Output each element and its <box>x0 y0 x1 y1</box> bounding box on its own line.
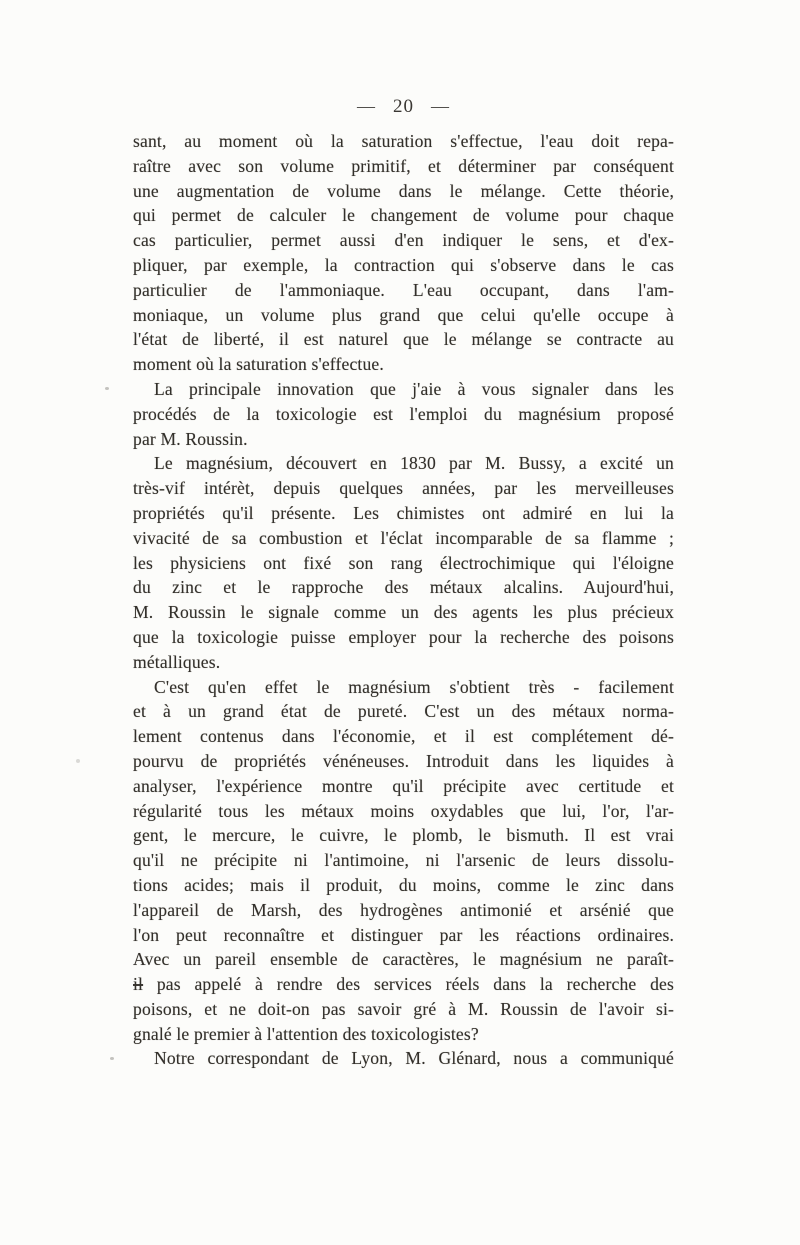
text-line: qu'il ne précipite ni l'antimoine, ni l'arsenic de leurs dissolu- <box>133 850 674 871</box>
text-line: du zinc et le rapproche des métaux alcalins. Aujourd'hui, <box>133 577 674 598</box>
text-line: particulier de l'ammoniaque. L'eau occupant, dans l'am- <box>133 279 674 300</box>
paragraph <box>133 1046 674 1071</box>
text-line: que la toxicologie puisse employer pour la recherche des poisons <box>133 626 674 647</box>
text-line: moniaque, un volume plus grand que celui qu'elle occupe à <box>133 304 674 325</box>
scan-speck <box>105 387 109 390</box>
text-line: et à un grand état de pureté. C'est un des métaux norma- <box>133 701 674 722</box>
page-number: 20 <box>393 96 414 117</box>
text-line: très-vif intérèt, depuis quelques années, par les merveilleuses <box>133 478 674 499</box>
paragraph <box>133 675 674 1047</box>
header-dash-right: — <box>431 95 450 116</box>
text-line: une augmentation de volume dans le mélange. Cette théorie, <box>133 180 674 201</box>
text-line: moment où la saturation s'effectue. <box>133 354 384 375</box>
page-number-header <box>133 96 674 118</box>
text-line: par M. Roussin. <box>133 428 248 449</box>
text-line: analyser, l'expérience montre qu'il précipite avec certitude et <box>133 775 674 796</box>
text-line: il pas appelé à rendre des services réels dans la recherche des <box>133 974 674 995</box>
scan-speck <box>76 759 80 763</box>
strikethrough-text: il <box>133 974 144 995</box>
text-line: l'état de liberté, il est naturel que le mélange se contracte au <box>133 329 674 350</box>
text-line: pourvu de propriétés vénéneuses. Introduit dans les liquides à <box>133 750 674 771</box>
text-line: poisons, et ne doit-on pas savoir gré à M. Roussin de l'avoir si- <box>133 998 674 1019</box>
paragraph <box>133 129 674 377</box>
page-text <box>133 129 674 1071</box>
text-line: l'appareil de Marsh, des hydrogènes antimonié et arsénié que <box>133 899 674 920</box>
text-line: propriétés qu'il présente. Les chimistes ont admiré en lui la <box>133 502 674 523</box>
text-line: vivacité de sa combustion et l'éclat incomparable de sa flamme ; <box>133 527 674 548</box>
text-line: l'on peut reconnaître et distinguer par les réactions ordinaires. <box>133 924 674 945</box>
text-line: Le magnésium, découvert en 1830 par M. Bussy, a excité un <box>154 453 674 474</box>
text-line: tions acides; mais il produit, du moins, comme le zinc dans <box>133 874 674 895</box>
text-line: C'est qu'en effet le magnésium s'obtient très - facilement <box>154 676 674 697</box>
text-line: gnalé le premier à l'attention des toxicologistes? <box>133 1023 479 1044</box>
scan-speck <box>110 1057 114 1060</box>
paragraph <box>133 377 674 451</box>
text-line: qui permet de calculer le changement de volume pour chaque <box>133 205 674 226</box>
text-line: lement contenus dans l'économie, et il est complétement dé- <box>133 726 674 747</box>
text-line: Notre correspondant de Lyon, M. Glénard, nous a communiqué <box>154 1048 674 1069</box>
text-line: les physiciens ont fixé son rang électrochimique qui l'éloigne <box>133 552 674 573</box>
paragraph <box>133 451 674 674</box>
text-line: cas particulier, permet aussi d'en indiquer le sens, et d'ex- <box>133 230 674 251</box>
text-line: sant, au moment où la saturation s'effectue, l'eau doit repa- <box>133 131 674 151</box>
text-line: pliquer, par exemple, la contraction qui s'observe dans le cas <box>133 254 674 275</box>
text-line: Avec un pareil ensemble de caractères, le magnésium ne paraît- <box>133 949 674 970</box>
text-line: régularité tous les métaux moins oxydables que lui, l'or, l'ar- <box>133 800 674 821</box>
text-line: gent, le mercure, le cuivre, le plomb, le bismuth. Il est vrai <box>133 825 674 846</box>
header-dash-left: — <box>357 95 376 116</box>
text-line: procédés de la toxicologie est l'emploi du magnésium proposé <box>133 403 674 424</box>
text-line: métalliques. <box>133 651 221 672</box>
text-line: M. Roussin le signale comme un des agents les plus précieux <box>133 602 674 623</box>
text-line: La principale innovation que j'aie à vous signaler dans les <box>154 378 674 399</box>
text-line: raître avec son volume primitif, et déterminer par conséquent <box>133 155 674 176</box>
